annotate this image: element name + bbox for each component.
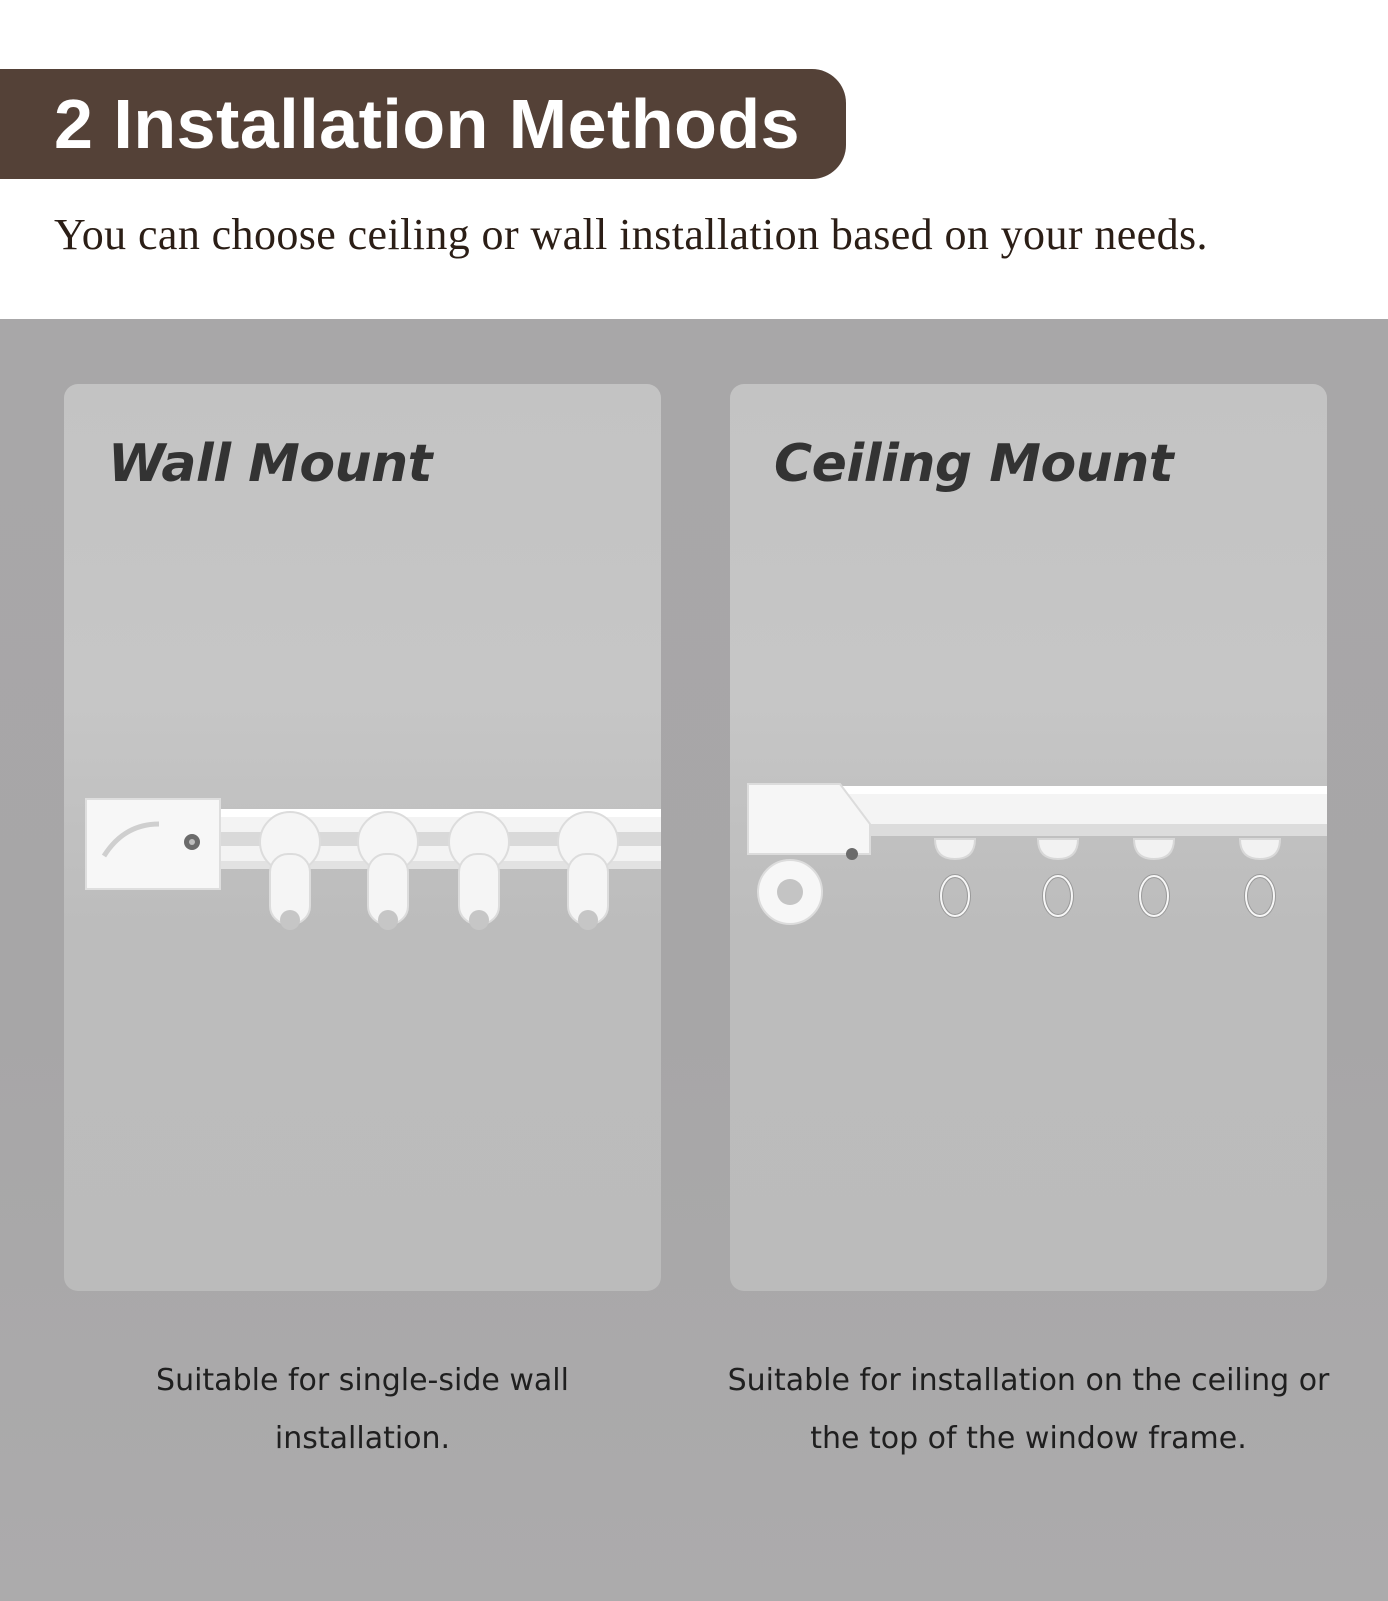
wall-mount-title: Wall Mount	[108, 434, 433, 494]
wall-mount-caption	[64, 1352, 661, 1468]
wall-mount-caption-line2: installation.	[274, 1421, 451, 1456]
ceiling-mount-caption	[720, 1352, 1337, 1468]
wall-mount-track-illustration	[64, 384, 661, 1291]
page-title: 2 Installation Methods	[54, 85, 801, 163]
ceiling-mount-caption-line2: the top of the window frame.	[810, 1421, 1247, 1456]
page-subtitle: You can choose ceiling or wall installation based on your needs.	[54, 210, 1208, 259]
ceiling-mount-panel	[730, 384, 1327, 1291]
wall-mount-caption-line1: Suitable for single-side wall	[156, 1363, 569, 1398]
ceiling-mount-title: Ceiling Mount	[774, 434, 1174, 494]
ceiling-mount-track-illustration	[730, 384, 1327, 1291]
wall-mount-panel	[64, 384, 661, 1291]
ceiling-mount-caption-line1: Suitable for installation on the ceiling or	[727, 1363, 1330, 1398]
